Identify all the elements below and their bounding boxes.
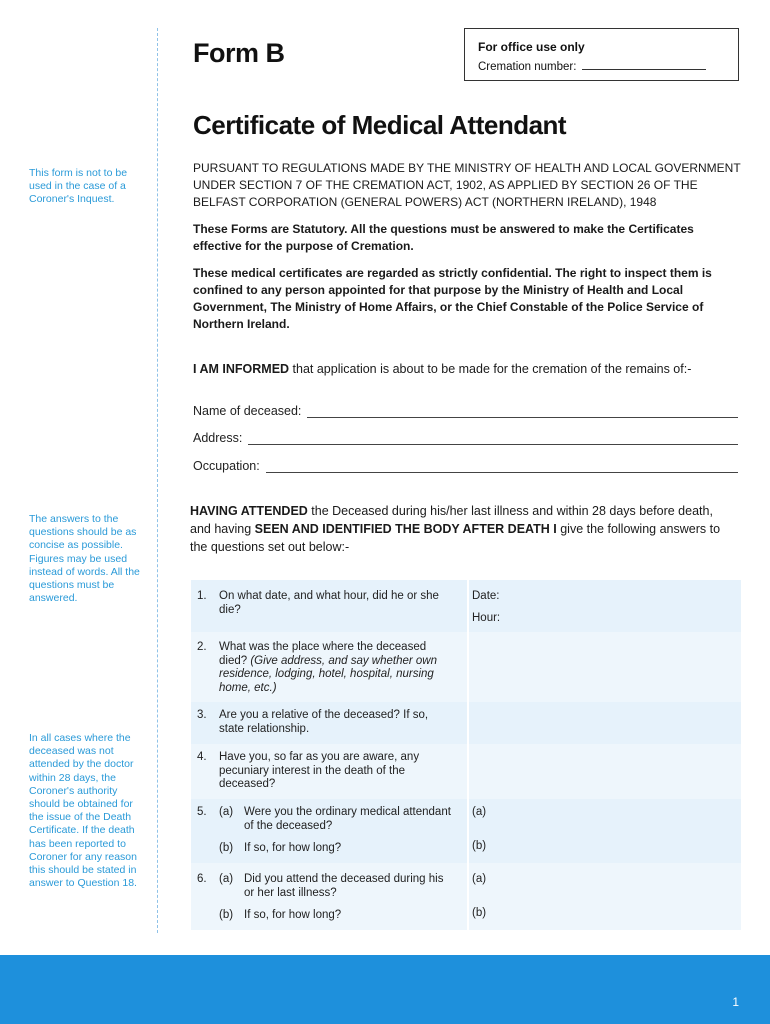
questions-table [191,580,741,930]
informed-paragraph [193,360,743,378]
sub-label-b: (b) [219,909,234,921]
answer-column-divider [467,580,469,930]
attended-bold-2: SEEN AND IDENTIFIED THE BODY AFTER DEATH I [254,522,557,536]
cremation-number-label: Cremation number: [478,61,577,73]
answer-date-label[interactable]: Date: [472,590,500,602]
sub-label-a: (a) [219,806,234,818]
attended-text-2: give the following answers to the questions set out below:- [190,522,721,554]
office-use-title: For office use only [478,40,585,54]
question-row-3 [191,702,741,744]
attended-paragraph [190,502,730,556]
question-number: 6. [197,873,207,885]
address-field[interactable] [248,432,738,445]
question-text [219,641,451,695]
question-row-6 [191,863,741,930]
question-number: 2. [197,641,207,653]
question-row-5 [191,799,741,863]
cremation-number-row [478,59,738,73]
footer-bar [0,955,770,1024]
question-row-4 [191,744,741,799]
address-label: Address: [193,431,243,445]
question-text: Have you, so far as you are aware, any pecuniary interest in the death of the deceased? [219,751,420,790]
page-title: Certificate of Medical Attendant [193,110,567,140]
question-number: 1. [197,590,207,602]
sub-question-a: Were you the ordinary medical attendant of the deceased? [244,806,451,832]
question-text-main: What was the place where the deceased died? [219,641,427,667]
office-use-box [464,28,739,81]
question-number: 4. [197,751,207,763]
question-number: 5. [197,806,207,818]
sub-question-b: If so, for how long? [244,909,342,921]
question-text-italic: (Give address, and say whether own residence, lodging, hotel, hospital, nursing home, etc.) [219,654,437,694]
pursuant-paragraph: PURSUANT TO REGULATIONS MADE BY THE MINISTRY OF HEALTH AND LOCAL GOVERNMENT UNDER SECTION 7 OF THE CREMATION ACT, 1902, AS APPLIED BY SECTION 26 OF THE BELFAST CORPORATION (GENERAL POWERS) ACT (NORTHERN IRELAND), 1948 [193,161,741,209]
informed-text: that application is about to be made for the cremation of the remains of:- [289,362,692,376]
sub-question-a: Did you attend the deceased during his or her last illness? [244,873,444,899]
sub-label-b: (b) [219,842,234,854]
answer-b-label[interactable]: (b) [472,840,487,852]
form-title: Form B [193,38,285,68]
confidential-paragraph: These medical certificates are regarded as strictly confidential. The right to inspect them is confined to any person appointed for that purpose by the Ministry of Health and Local Government, The Ministry of Home Affairs, or the Chief Constable of the Police Service of Northern Ireland. [193,266,712,331]
occupation-field[interactable] [266,460,738,473]
name-of-deceased-field[interactable] [307,405,738,418]
side-note-inquest: This form is not to be used in the case of a Coroner's Inquest. [29,167,128,206]
cremation-number-field[interactable] [582,59,706,70]
answer-hour-label[interactable]: Hour: [472,612,501,624]
question-text: Are you a relative of the deceased? If so, state relationship. [219,709,429,735]
page-number: 1 [732,995,739,1009]
name-of-deceased-row [193,404,738,418]
occupation-row [193,459,738,473]
sub-question-b: If so, for how long? [244,842,342,854]
attended-text-1: the Deceased during his/her last illness and within 28 days before death, and having [190,504,713,536]
margin-divider [157,28,158,933]
side-note-coroner: In all cases where the deceased was not attended by the doctor within 28 days, the Coroner's authority should be obtained for the issue of the Death Certificate. If the death has been reported to Coroner for any reason this should be stated in answer to Question 18. [29,732,137,890]
question-number: 3. [197,709,207,721]
answer-a-label[interactable]: (a) [472,873,487,885]
side-note-answers: The answers to the questions should be as concise as possible. Figures may be used instead of words. All the questions must be answered. [29,513,140,605]
address-row [193,431,738,445]
question-row-2 [191,632,741,702]
sub-label-a: (a) [219,873,234,885]
question-row-1 [191,580,741,632]
name-of-deceased-label: Name of deceased: [193,404,302,418]
informed-bold: I AM INFORMED [193,362,290,376]
statutory-paragraph: These Forms are Statutory. All the questions must be answered to make the Certificates effective for the purpose of Cremation. [193,222,694,253]
answer-a-label[interactable]: (a) [472,806,487,818]
answer-b-label[interactable]: (b) [472,907,487,919]
occupation-label: Occupation: [193,459,260,473]
question-text: On what date, and what hour, did he or she die? [219,590,439,616]
attended-bold-1: HAVING ATTENDED [190,504,308,518]
